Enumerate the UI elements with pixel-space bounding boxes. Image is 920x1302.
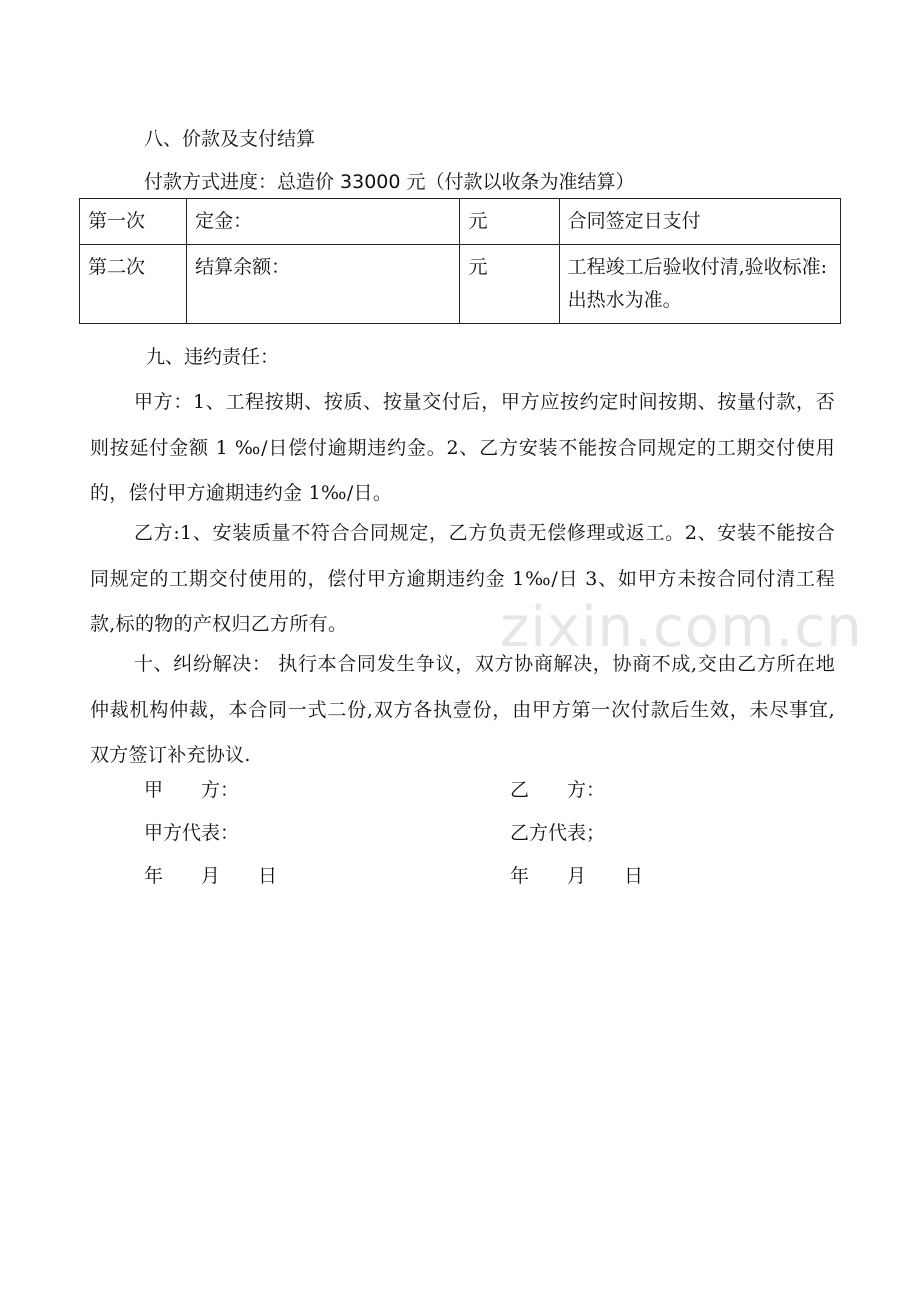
item-cell: 结算余额： <box>187 245 460 324</box>
unit-cell: 元 <box>460 199 559 245</box>
party-b-liability: 乙方:1、安装质量不符合合同规定，乙方负责无偿修理或返工。2、安装不能按合同规定的工期交付使用的，偿付甲方逾期违约金 1‰/日 3、如甲方未按合同付清工程款,标的物的产权归乙方所有。 <box>90 522 835 635</box>
table-row <box>80 199 841 245</box>
condition-cell: 工程竣工后验收付清,验收标准:出热水为准。 <box>559 245 840 324</box>
section-8-heading: 八、价款及支付结算 <box>144 128 316 150</box>
unit-cell: 元 <box>460 245 559 324</box>
table-row <box>80 245 841 324</box>
party-a-label: 甲 方： <box>144 779 240 801</box>
party-b-date: 年 月 日 <box>510 865 644 887</box>
party-a-representative: 甲方代表： <box>144 822 240 844</box>
condition-cell: 合同签定日支付 <box>559 199 840 245</box>
section-9-heading: 九、违约责任： <box>146 346 280 368</box>
section-10-dispute: 十、纠纷解决： 执行本合同发生争议，双方协商解决，协商不成,交由乙方所在地仲裁机构仲裁，本合同一式二份,双方各执壹份，由甲方第一次付款后生效，未尽事宜,双方签订补充协议. <box>90 653 835 766</box>
item-cell: 定金： <box>187 199 460 245</box>
party-b-label: 乙 方： <box>510 779 606 801</box>
installment-cell: 第二次 <box>80 245 187 324</box>
payment-method-text: 付款方式进度：总造价 33000 元（付款以收条为准结算） <box>144 171 635 193</box>
party-a-liability: 甲方：1、工程按期、按质、按量交付后，甲方应按约定时间按期、按量付款，否则按延付金额 1 ‰/日偿付逾期违约金。2、乙方安装不能按合同规定的工期交付使用的，偿付甲方逾期违约金 1‰/日。 <box>90 391 835 504</box>
installment-cell: 第一次 <box>80 199 187 245</box>
watermark: zixin.com.cn <box>500 595 863 660</box>
party-b-representative: 乙方代表； <box>510 822 606 844</box>
payment-table <box>79 198 841 324</box>
party-a-date: 年 月 日 <box>144 865 278 887</box>
